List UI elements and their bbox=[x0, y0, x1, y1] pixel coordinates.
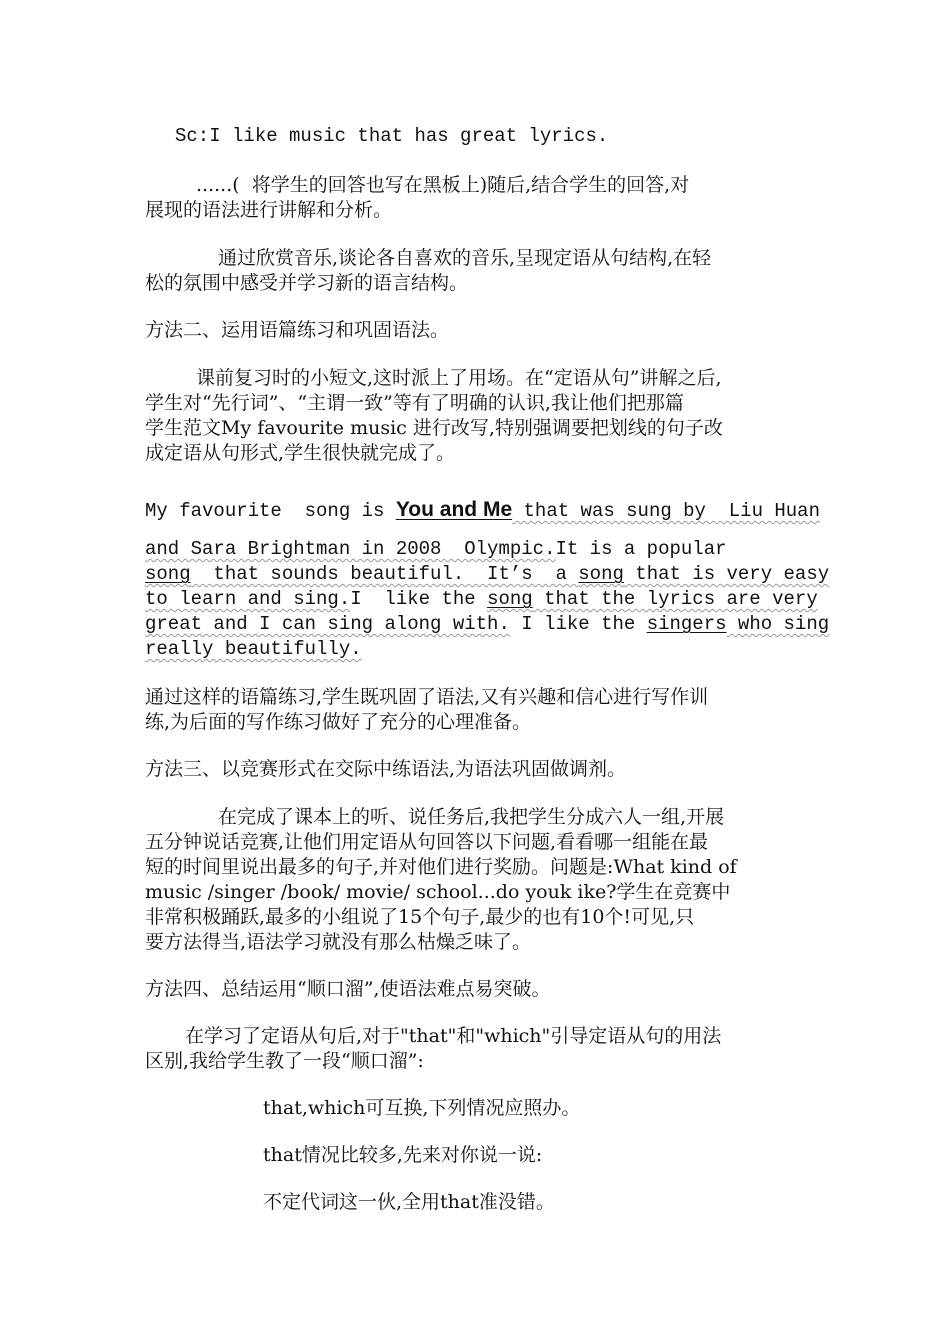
passage-text: and Sara Brightman in 2008 Olympic. bbox=[145, 538, 556, 560]
paragraph-line: 五分钟说话竞赛,让他们用定语从句回答以下问题,看看哪一组能在最 bbox=[145, 831, 709, 853]
underlined-word: song bbox=[487, 588, 533, 610]
paragraph-line: 松的氛围中感受并学习新的语言结构。 bbox=[145, 272, 469, 294]
passage-text: who sing bbox=[726, 613, 830, 635]
passage-text: great and I can sing along with. bbox=[145, 613, 510, 635]
paragraph-line: 短的时间里说出最多的句子,并对他们进行奖励。问题是:What kind of bbox=[145, 856, 737, 878]
passage-text: It is a popular bbox=[555, 538, 727, 560]
method-heading: 方法二、运用语篇练习和巩固语法。 bbox=[145, 319, 450, 341]
song-title: You and Me bbox=[395, 498, 513, 521]
paragraph-line: 展现的语法进行讲解和分析。 bbox=[145, 199, 393, 221]
paragraph-line: ......( 将学生的回答也写在黑板上)随后,结合学生的回答,对 bbox=[196, 174, 690, 196]
passage-line bbox=[145, 612, 829, 636]
passage-text: My favourite song is bbox=[145, 500, 396, 522]
passage-text: that sounds beautiful. It’s a bbox=[190, 563, 579, 585]
paragraph-line: 在学习了定语从句后,对于"that"和"which"引导定语从句的用法 bbox=[185, 1025, 722, 1047]
passage-text bbox=[487, 588, 818, 610]
paragraph-line: 要方法得当,语法学习就没有那么枯燥乏味了。 bbox=[145, 931, 532, 953]
passage-text: I like the bbox=[509, 613, 647, 635]
passage-line bbox=[145, 562, 829, 586]
paragraph-line: 练,为后面的写作练习做好了充分的心理准备。 bbox=[145, 711, 532, 733]
paragraph-line: 在完成了课本上的听、说任务后,我把学生分成六人一组,开展 bbox=[218, 806, 725, 828]
paragraph-line: music /singer /book/ movie/ school...do youk ike?学生在竞赛中 bbox=[145, 881, 731, 903]
passage-text: that is very easy bbox=[623, 563, 830, 585]
method-heading: 方法三、以竞赛形式在交际中练语法,为语法巩固做调剂。 bbox=[145, 758, 627, 780]
paragraph-line: 通过这样的语篇练习,学生既巩固了语法,又有兴趣和信心进行写作训 bbox=[145, 686, 709, 708]
paragraph-line: 学生对“先行词”、“主谓一致”等有了明确的认识,我让他们把那篇 bbox=[145, 392, 684, 414]
passage-text bbox=[145, 563, 829, 585]
passage-text: that was sung by Liu Huan bbox=[512, 500, 820, 522]
paragraph-line: 非常积极踊跃,最多的小组说了15个句子,最少的也有10个!可见,只 bbox=[145, 906, 695, 928]
rhyme-line: that,which可互换,下列情况应照办。 bbox=[263, 1097, 581, 1119]
passage-line bbox=[145, 498, 820, 523]
method-heading: 方法四、总结运用“顺口溜”,使语法难点易突破。 bbox=[145, 978, 551, 1000]
paragraph-line: 区别,我给学生教了一段“顺口溜”: bbox=[145, 1050, 424, 1072]
paragraph-line: 成定语从句形式,学生很快就完成了。 bbox=[145, 442, 456, 464]
passage-line bbox=[145, 587, 818, 611]
passage-line bbox=[145, 537, 727, 561]
passage-text: that the lyrics are very bbox=[532, 588, 818, 610]
paragraph-line: 通过欣赏音乐,谈论各自喜欢的音乐,呈现定语从句结构,在轻 bbox=[218, 247, 712, 269]
underlined-word: singers bbox=[646, 613, 727, 635]
passage-text: really beautifully. bbox=[145, 638, 362, 660]
rhyme-line: that情况比较多,先来对你说一说: bbox=[263, 1144, 543, 1166]
passage-line bbox=[145, 637, 362, 661]
rhyme-line: 不定代词这一伙,全用that准没错。 bbox=[263, 1191, 555, 1213]
paragraph-line: 课前复习时的小短文,这时派上了用场。在“定语从句”讲解之后, bbox=[196, 367, 722, 389]
paragraph-line: 学生范文My favourite music 进行改写,特别强调要把划线的句子改 bbox=[145, 417, 723, 439]
underlined-word: song bbox=[578, 563, 624, 585]
passage-text: to learn and sing. bbox=[145, 588, 351, 610]
passage-text: I like the bbox=[350, 588, 488, 610]
student-answer-line: Sc:I like music that has great lyrics. bbox=[175, 125, 609, 147]
underlined-word: song bbox=[145, 563, 191, 585]
